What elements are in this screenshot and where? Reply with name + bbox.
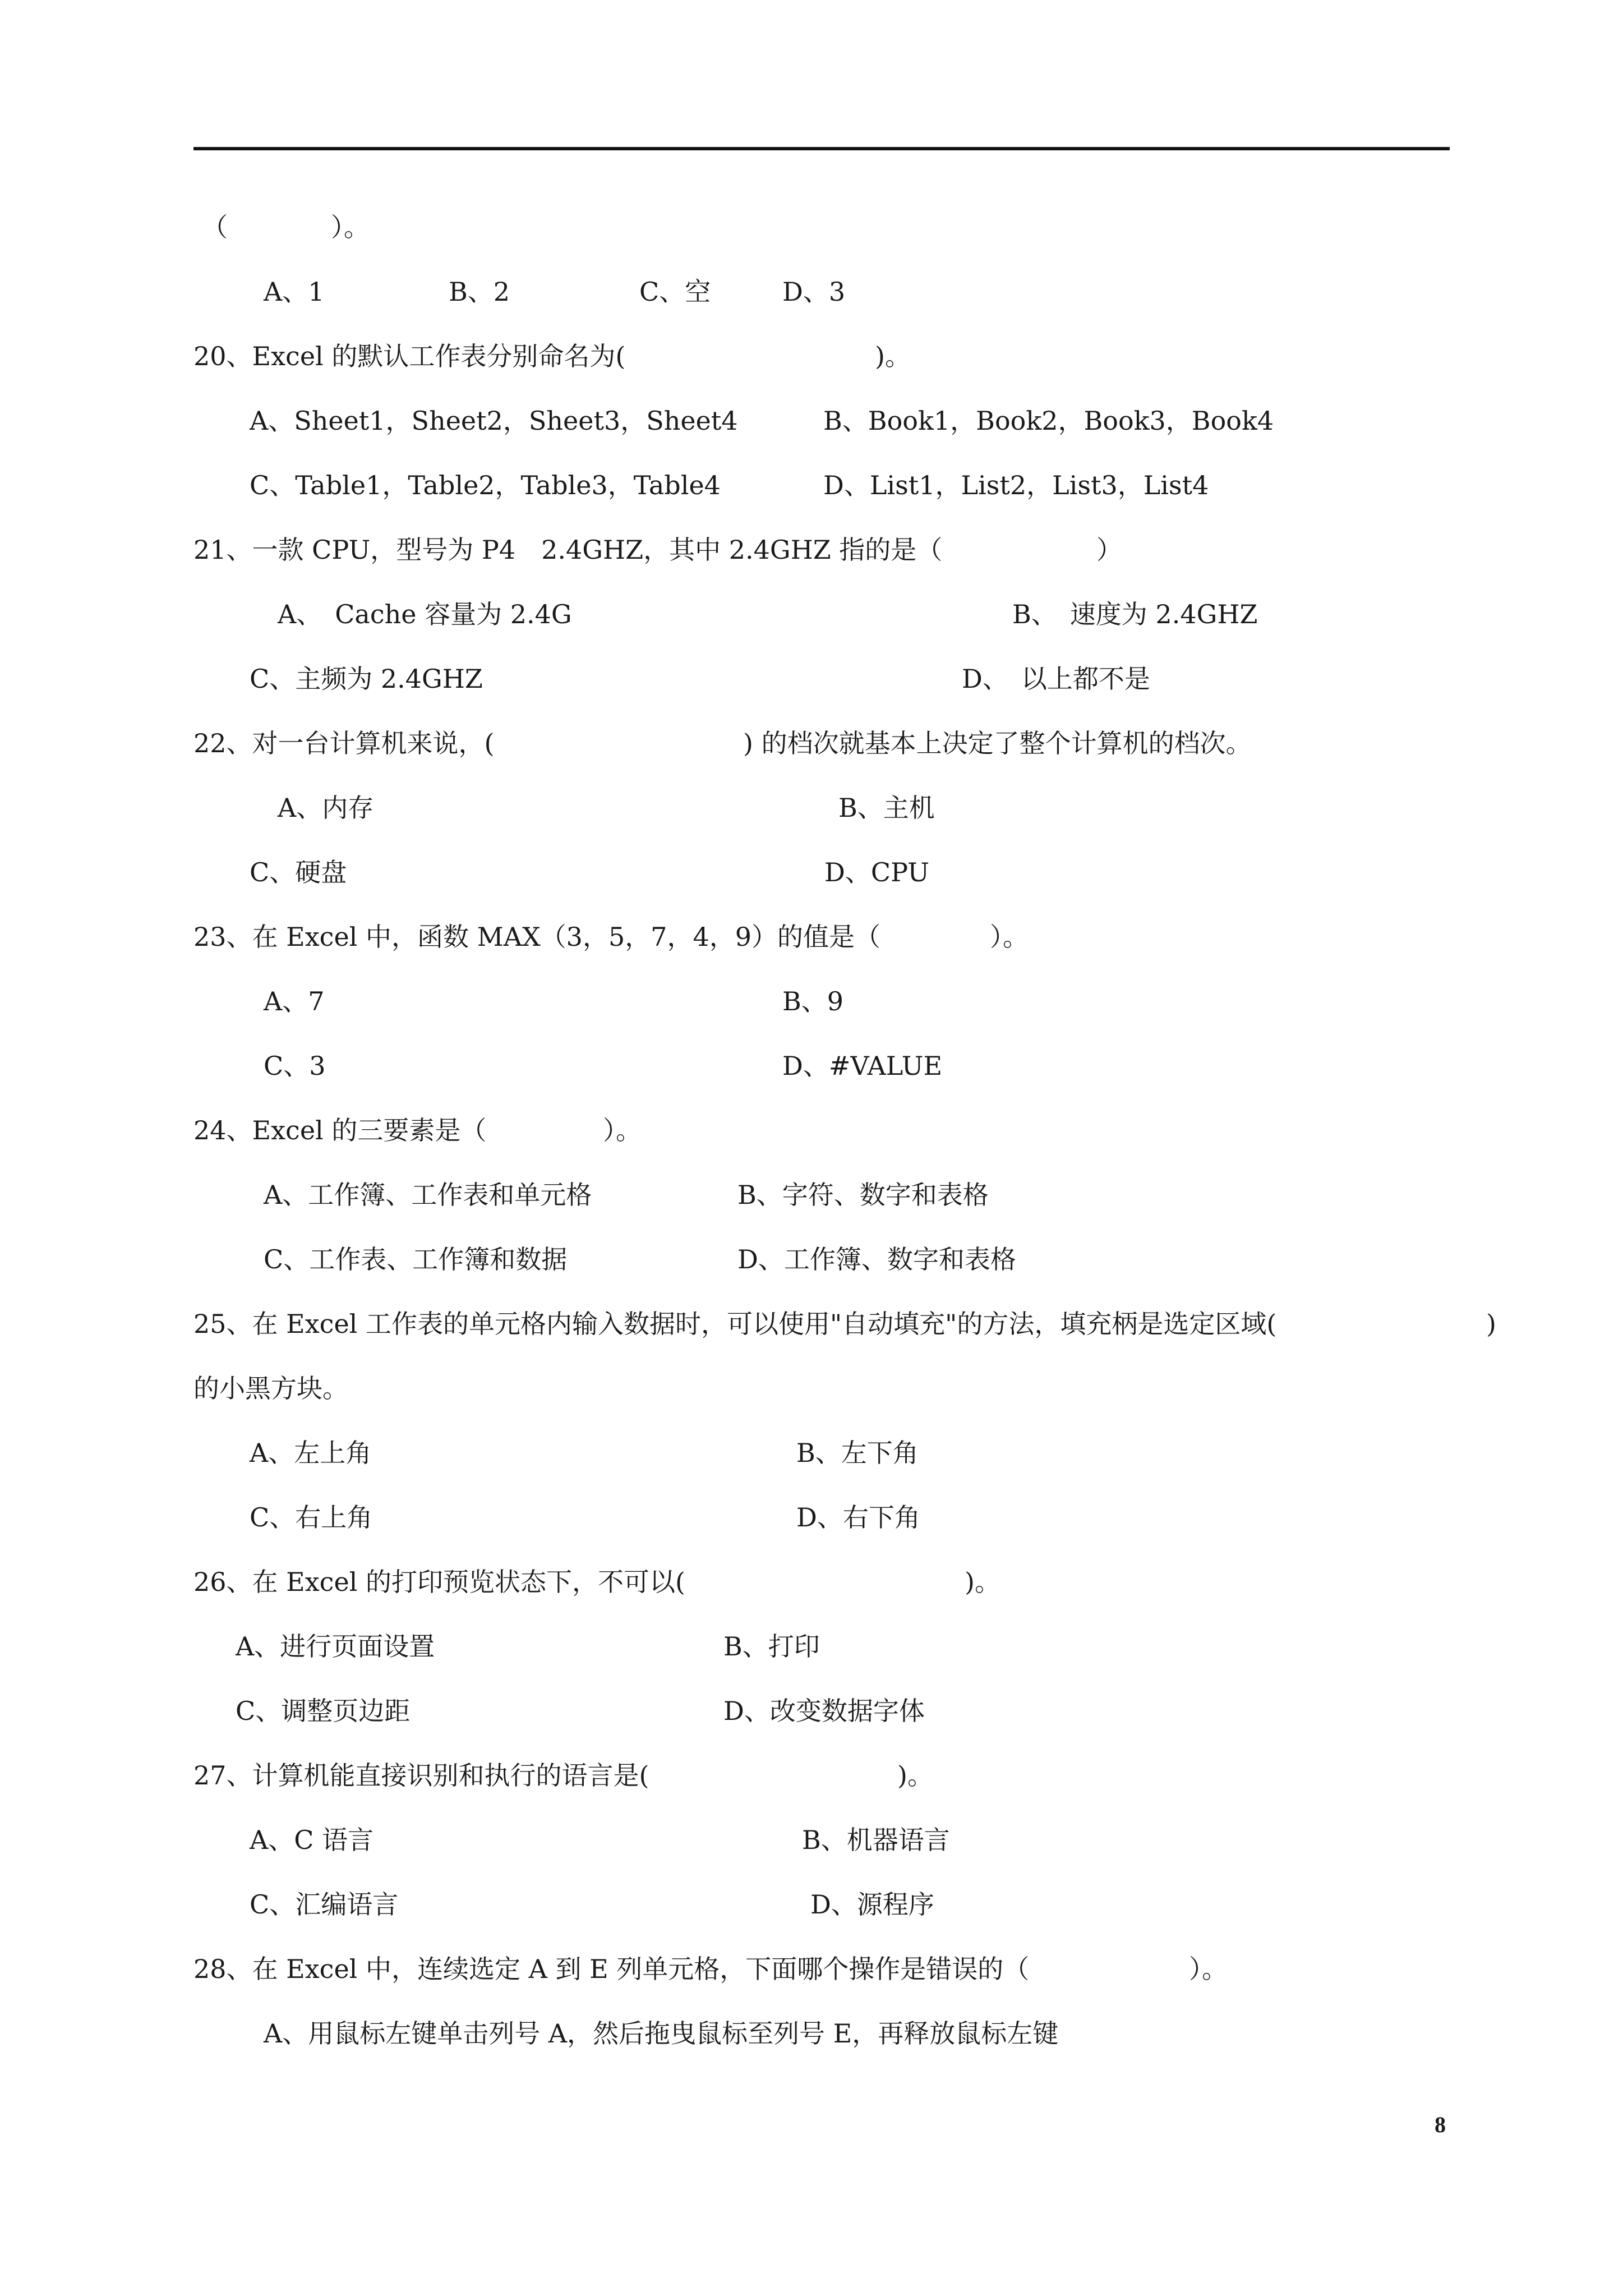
q23-option-c: C、3: [264, 1051, 326, 1081]
q23-option-a: A、7: [264, 986, 325, 1016]
q25-stem-paren: ): [1486, 1309, 1496, 1339]
q22-option-a: A、内存: [278, 793, 374, 823]
q20-option-d: D、List1，List2，List3，List4: [823, 470, 1209, 500]
q21-stem-end: ）: [1096, 535, 1122, 565]
q19-option-c: C、空: [639, 277, 711, 307]
q25-stem-cont: 的小黑方块。: [193, 1373, 348, 1404]
q27-stem: 27、计算机能直接识别和执行的语言是(: [193, 1760, 649, 1791]
q28-stem-end: ）。: [1189, 1954, 1228, 1984]
q22-option-b: B、主机: [838, 793, 935, 823]
q25-option-d: D、右下角: [796, 1502, 920, 1533]
q27-stem-end: )。: [897, 1760, 933, 1791]
q24-option-a: A、工作簿、工作表和单元格: [264, 1180, 592, 1210]
page-number: 8: [1435, 2112, 1446, 2137]
header-rule: [193, 147, 1450, 150]
q21-stem: 21、一款 CPU，型号为 P4 2.4GHZ，其中 2.4GHZ 指的是（: [193, 535, 943, 565]
q19-blank-line: （ ）。: [202, 212, 370, 242]
q22-option-d: D、CPU: [824, 857, 929, 887]
q27-option-a: A、C 语言: [250, 1825, 374, 1855]
q26-stem: 26、在 Excel 的打印预览状态下，不可以(: [193, 1567, 685, 1597]
q26-option-a: A、进行页面设置: [236, 1631, 435, 1662]
q20-option-a: A、Sheet1，Sheet2，Sheet3，Sheet4: [250, 406, 738, 436]
q22-stem-end: ) 的档次就基本上决定了整个计算机的档次。: [743, 728, 1252, 758]
q25-option-b: B、左下角: [796, 1438, 919, 1468]
q20-stem-end: )。: [875, 341, 911, 371]
q28-stem: 28、在 Excel 中，连续选定 A 到 E 列单元格，下面哪个操作是错误的（: [193, 1954, 1030, 1984]
q23-option-d: D、#VALUE: [782, 1051, 943, 1081]
q20-option-b: B、Book1，Book2，Book3，Book4: [823, 406, 1274, 436]
q28-option-a: A、用鼠标左键单击列号 A，然后拖曳鼠标至列号 E，再释放鼠标左键: [264, 2018, 1059, 2049]
q26-stem-end: )。: [965, 1567, 1000, 1597]
q27-option-d: D、源程序: [810, 1889, 934, 1920]
q24-option-d: D、工作簿、数字和表格: [737, 1244, 1016, 1274]
q21-option-a: A、 Cache 容量为 2.4G: [278, 599, 572, 629]
q22-option-c: C、硬盘: [250, 857, 347, 887]
q27-option-c: C、汇编语言: [250, 1889, 399, 1920]
q23-stem-end: ）。: [990, 922, 1029, 952]
q21-option-d: D、 以上都不是: [962, 664, 1150, 694]
q24-stem: 24、Excel 的三要素是（: [193, 1115, 487, 1145]
q21-option-c: C、主频为 2.4GHZ: [250, 664, 483, 694]
q24-option-c: C、工作表、工作簿和数据: [264, 1244, 568, 1274]
q24-stem-end: ）。: [603, 1115, 642, 1145]
q25-option-c: C、右上角: [250, 1502, 373, 1533]
q20-stem: 20、Excel 的默认工作表分别命名为(: [193, 341, 626, 371]
q19-option-b: B、2: [449, 277, 510, 307]
q21-option-b: B、 速度为 2.4GHZ: [1012, 599, 1258, 629]
q19-option-d: D、3: [782, 277, 846, 307]
q26-option-d: D、改变数据字体: [723, 1696, 925, 1726]
q26-option-c: C、调整页边距: [236, 1696, 411, 1726]
q25-option-a: A、左上角: [250, 1438, 372, 1468]
q26-option-b: B、打印: [723, 1631, 820, 1662]
q25-stem: 25、在 Excel 工作表的单元格内输入数据时，可以使用"自动填充"的方法，填充柄是选定区域(: [193, 1309, 1277, 1339]
q27-option-b: B、机器语言: [802, 1825, 950, 1855]
q23-option-b: B、9: [782, 986, 844, 1016]
q24-option-b: B、字符、数字和表格: [737, 1180, 989, 1210]
q19-option-a: A、1: [264, 277, 325, 307]
q23-stem: 23、在 Excel 中，函数 MAX（3，5，7，4，9）的值是（: [193, 922, 881, 952]
q20-option-c: C、Table1，Table2，Table3，Table4: [250, 470, 721, 500]
q22-stem: 22、对一台计算机来说，(: [193, 728, 495, 758]
